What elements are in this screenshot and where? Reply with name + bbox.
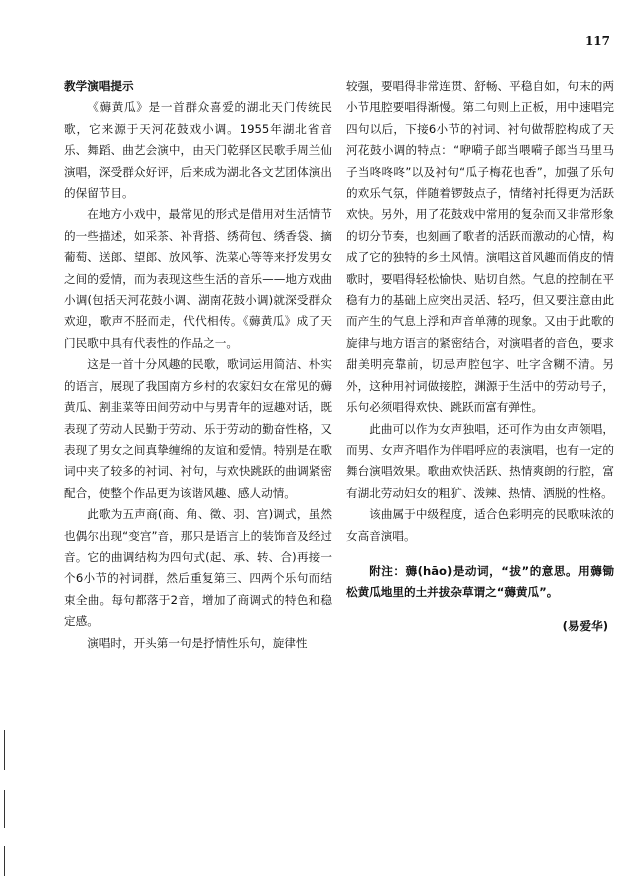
paragraph: 此歌为五声商(商、角、徵、羽、宫)调式，虽然也偶尔出现“变宫”音，那只是语言上的装饰音及经过音。它的曲调结构为四句式(起、承、转、合)再接一个6小节的衬词群，然后重复第三、四两个乐句而结束全曲。每句都落于2音，增加了商调式的特色和稳定感。	[64, 507, 332, 629]
paragraph: 在地方小戏中，最常见的形式是借用对生活情节的一些描述，如采茶、补背搭、绣荷包、绣香袋、摘葡萄、送郎、望郎、放风筝、洗菜心等等来抒发男女之间的爱情，而为表现这些生活的音乐——地方戏曲小调(包括天河花鼓小调、湖南花鼓小调)就深受群众欢迎，歌声不胫而走，代代相传。《薅黄瓜》成了天门民歌中具有代表性的作品之一。	[64, 207, 332, 350]
paragraph: 这是一首十分风趣的民歌，歌词运用简洁、朴实的语言，展现了我国南方乡村的农家妇女在常见的薅黄瓜、割韭菜等田间劳动中与男青年的逗趣对话，既表现了劳动人民勤于劳动、乐于劳动的勤奋性格，又表现了男女之间真挚缠绵的友谊和爱情。特别是在歌词中夹了较多的衬词、衬句，与欢快跳跃的曲调紧密配合，使整个作品更为该谐风趣、感人动情。	[64, 357, 332, 500]
page-number: 117	[584, 34, 610, 48]
left-column	[64, 76, 332, 654]
paragraph: 此曲可以作为女声独唱，还可作为由女声领唱，而男、女声齐唱作为伴唱呼应的表演唱，也有一定的舞台演唱效果。歌曲欢快活跃、热情爽朗的行腔，富有湖北劳动妇女的粗犷、泼辣、热情、洒脱的性格。	[346, 421, 614, 500]
scan-edge-mark	[4, 790, 5, 828]
paragraph: 演唱时，开头第一句是抒情性乐句，旋律性	[87, 635, 308, 650]
footnote: 附注：薅(hāo)是动词，“拔”的意思。用薅锄松黄瓜地里的土并拔杂草谓之“薅黄瓜”。	[346, 563, 614, 600]
section-heading: 教学演唱提示	[64, 79, 134, 93]
scan-edge-mark	[4, 730, 5, 770]
paragraph: 《薅黄瓜》是一首群众喜爱的湖北天门传统民歌，它来源于天河花鼓戏小调。1955年湖北省音乐、舞蹈、曲艺会演中，由天门乾驿区民歌手周兰仙演唱，深受群众好评，后来成为湖北各文艺团体演出的保留节目。	[64, 100, 332, 201]
scan-edge-mark	[4, 846, 5, 876]
author-credit: (易爱华)	[562, 618, 608, 633]
right-column	[346, 76, 614, 637]
paragraph-continued: 较强，要唱得非常连贯、舒畅、平稳自如，句末的两小节甩腔要唱得渐慢。第二句则上正板，用中速唱完四句以后，下接6小节的衬词、衬句做帮腔构成了天河花鼓小调的特点：“咿嗬子郎当喂嗬子郎当马里马子当咚咚咚”以及衬句“瓜子梅花也香”，加强了乐句的欢乐气氛，伴随着锣鼓点子，情绪衬托得更为活跃欢快。另外，用了花鼓戏中常用的复杂而又非常形象的切分节奏，也刻画了歌者的活跃而激动的心情，构成了它的独特的乡土风情。演唱这首风趣而俏皮的情歌时，要唱得轻松愉快、贴切自然。气息的控制在平稳有力的基础上应突出灵活、轻巧，但又要注意由此而产生的气息上浮和声音单薄的现象。又由于此歌的旋律与地方语言的紧密结合，对演唱者的音色，要求甜美明亮靠前，切忌声腔包字、吐字含糊不清。另外，这种用衬词做接腔，渊源于生活中的劳动号子，乐句必须唱得欢快、跳跃而富有弹性。	[346, 79, 614, 415]
paragraph: 该曲属于中级程度，适合色彩明亮的民歌味浓的女高音演唱。	[346, 507, 614, 543]
